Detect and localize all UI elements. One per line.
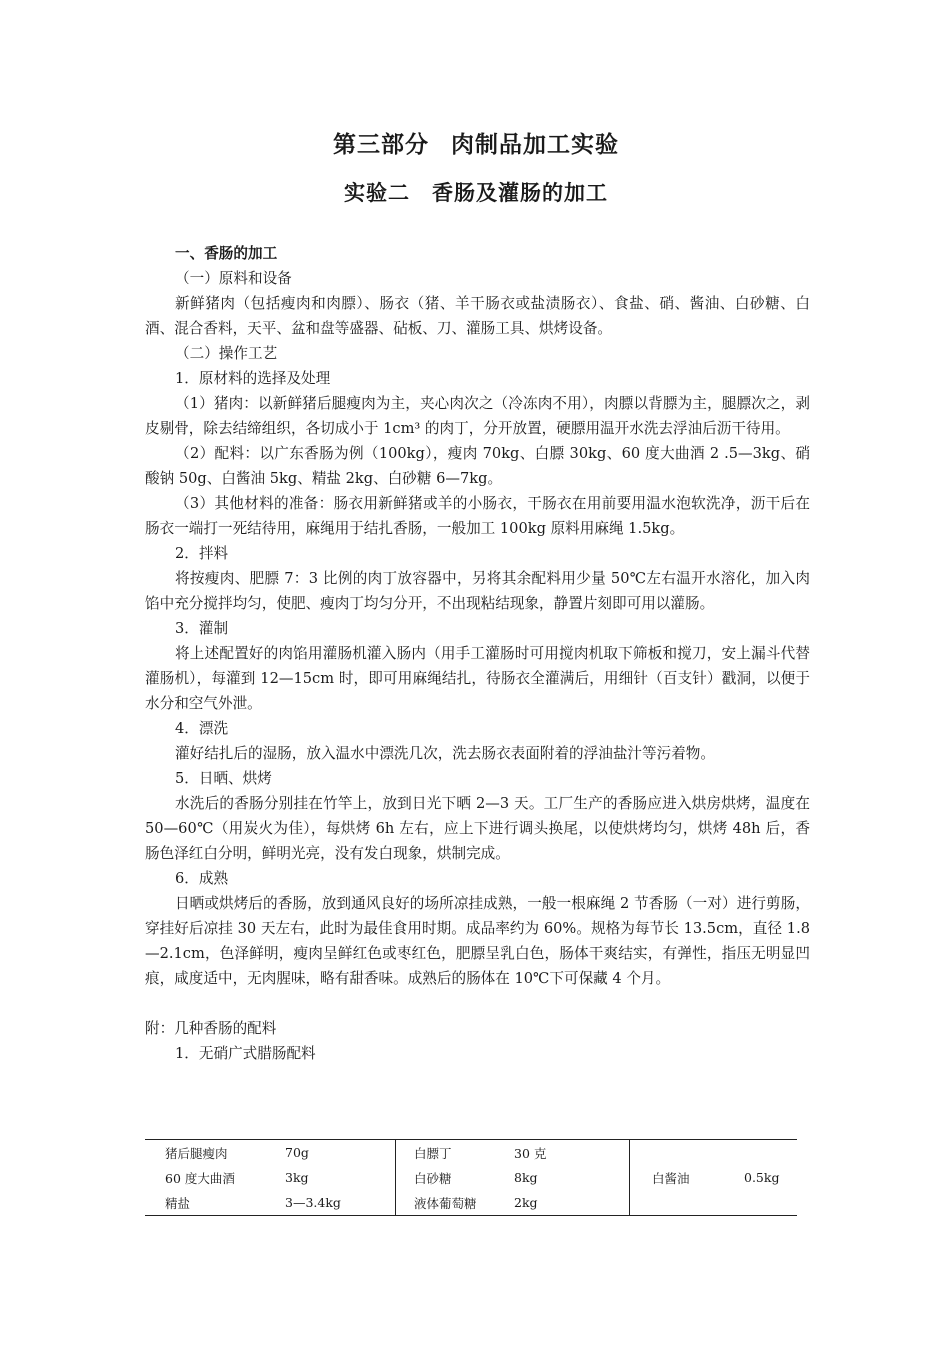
experiment-title (0, 177, 952, 207)
paragraph-drying: 水洗后的香肠分别挂在竹竿上，放到日光下晒 2—3 天。工厂生产的香肠应进入烘房烘烤，温度在 50—60℃（用炭火为佳），每烘烤 6h 左右，应上下进行调头换尾，以使烘烤均匀，烘烤 48h 后，香肠色泽红白分明，鲜明光亮，没有发白现象，烘制完成。 (145, 795, 810, 862)
paragraph-ingredients: （2）配料：以广东香肠为例（100kg），瘦肉 70kg、白膘 30kg、60 度大曲酒 2 .5—3kg、硝酸钠 50g、白酱油 5kg、精盐 2kg、白砂糖 6—7kg。 (145, 445, 810, 487)
paragraph-rinsing: 灌好结扎后的湿肠，放入温水中漂洗几次，洗去肠衣表面附着的浮油盐汁等污着物。 (175, 745, 715, 762)
appendix-heading: 附：几种香肠的配料 (145, 1020, 277, 1037)
paragraph-materials: 新鲜猪肉（包括瘦肉和肉膘）、肠衣（猪、羊干肠衣或盐渍肠衣）、食盐、硝、酱油、白砂糖、白酒、混合香料，天平、盆和盘等盛器、砧板、刀、灌肠工具、烘烤设备。 (145, 295, 810, 337)
experiment-title-number: 实验二 (344, 181, 410, 205)
table-row (145, 1140, 797, 1166)
table-cell: 白酱油 (630, 1140, 745, 1216)
table-cell: 白膘丁 (396, 1140, 515, 1166)
step-heading-1: 1．原材料的选择及处理 (175, 370, 331, 387)
paragraph-mixing: 将按瘦肉、肥膘 7：3 比例的肉丁放容器中，另将其余配料用少量 50℃左右温开水溶化，加入肉馅中充分搅拌均匀，使肥、瘦肉丁均匀分开，不出现粘结现象，静置片刻即可用以灌肠。 (145, 570, 810, 612)
table-cell: 0.5kg (744, 1170, 780, 1185)
table-cell: 8kg (514, 1170, 538, 1185)
paragraph-other-materials: （3）其他材料的准备：肠衣用新鲜猪或羊的小肠衣，干肠衣在用前要用温水泡软洗净，沥干后在肠衣一端打一死结待用，麻绳用于结扎香肠，一般加工 100kg 原料用麻绳 1.5kg。 (145, 495, 810, 537)
experiment-title-text: 香肠及灌肠的加工 (432, 181, 608, 205)
paragraph-maturing: 日晒或烘烤后的香肠，放到通风良好的场所凉挂成熟，一般一根麻绳 2 节香肠（一对）进行剪肠，穿挂好后凉挂 30 天左右，此时为最佳食用时期。成品率约为 60%。规格为每节长 13.5cm，直径 1.8—2.1cm，色泽鲜明，瘦肉呈鲜红色或枣红色，肥膘呈乳白色，肠体干爽结实，有弹性，指压无明显凹痕，咸度适中，无肉腥味，略有甜香味。成熟后的肠体在 10℃下可保藏 4 个月。 (145, 895, 810, 987)
paragraph-filling: 将上述配置好的肉馅用灌肠机灌入肠内（用手工灌肠时可用搅肉机取下筛板和搅刀，安上漏斗代替灌肠机），每灌到 12—15cm 时，即可用麻绳结扎，待肠衣全灌满后，用细针（百支针）戳洞，以便于水分和空气外泄。 (145, 645, 810, 712)
table-cell: 精盐 (165, 1195, 191, 1211)
step-heading-3: 3．灌制 (175, 620, 229, 637)
part-title-number: 第三部分 (333, 132, 429, 158)
table-cell: 液体葡萄糖 (396, 1190, 515, 1216)
ingredients-table (145, 1139, 797, 1216)
table-cell: 2kg (514, 1195, 538, 1210)
step-heading-4: 4．漂洗 (175, 720, 229, 737)
step-heading-5: 5．日晒、烘烤 (175, 770, 272, 787)
part-title-text: 肉制品加工实验 (451, 132, 619, 158)
section-heading: 一、香肠的加工 (175, 245, 278, 262)
part-title (0, 126, 952, 159)
step-heading-6: 6．成熟 (175, 870, 229, 887)
step-heading-2: 2．拌料 (175, 545, 229, 562)
table-cell: 3—3.4kg (285, 1195, 341, 1210)
appendix-item-1: 1．无硝广式腊肠配料 (175, 1045, 316, 1062)
subheading-process: （二）操作工艺 (175, 345, 278, 362)
subheading-materials: （一）原料和设备 (175, 270, 292, 287)
table-cell: 60 度大曲酒 (165, 1170, 235, 1186)
table-cell: 白砂糖 (396, 1165, 515, 1190)
body-text (145, 241, 810, 1066)
table-cell: 30 克 (514, 1145, 547, 1161)
table-cell: 70g (285, 1145, 309, 1160)
table-cell: 3kg (285, 1170, 309, 1185)
paragraph-pork: （1）猪肉：以新鲜猪后腿瘦肉为主，夹心肉次之（冷冻肉不用），肉膘以背膘为主，腿膘次之，剥皮剔骨，除去结缔组织，各切成小于 1cm³ 的肉丁，分开放置，硬膘用温开水洗去浮油后沥干待用。 (145, 395, 810, 437)
table-cell: 猪后腿瘦肉 (165, 1145, 228, 1161)
